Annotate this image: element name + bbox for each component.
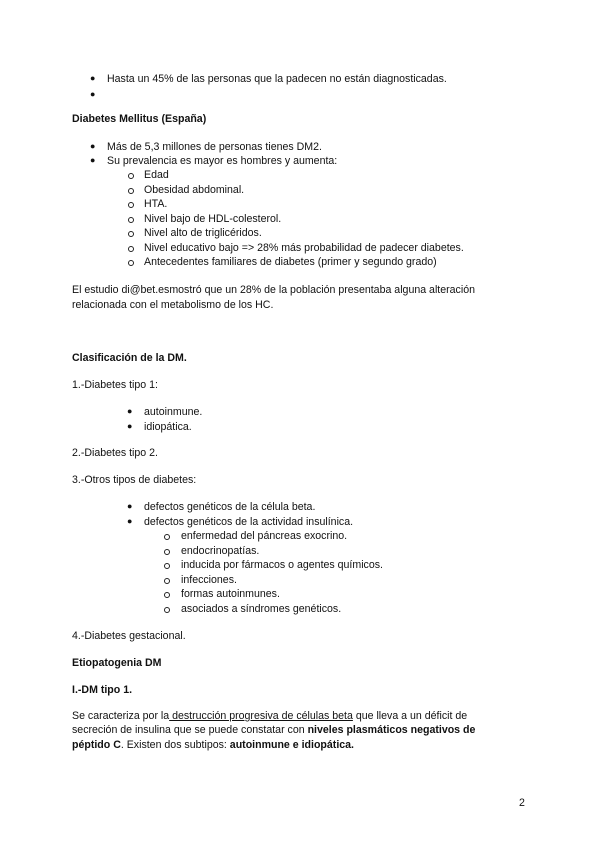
subheading-dm-tipo1: I.-DM tipo 1.: [72, 684, 133, 696]
otros-item-2: defectos genéticos de la actividad insulínica.: [144, 516, 354, 528]
underlined-text: destrucción progresiva de células beta: [169, 710, 353, 722]
circle-bullet-icon: [164, 578, 170, 584]
otros-subitem-2: endocrinopatías.: [181, 545, 260, 557]
section-heading-etiopatogenia: Etiopatogenia DM: [72, 657, 162, 669]
espana-subitem-3: HTA.: [144, 198, 168, 210]
espana-subitem-4: Nivel bajo de HDL-colesterol.: [144, 213, 282, 225]
bullet-icon: ●: [90, 73, 96, 83]
circle-bullet-icon: [164, 549, 170, 555]
paragraph-text: secreción de insulina que se puede constatar con: [72, 724, 308, 736]
bullet-icon: ●: [127, 421, 133, 431]
paragraph-line-2: [72, 724, 475, 737]
bold-text: péptido C: [72, 739, 121, 751]
gestacional-label: 4.-Diabetes gestacional.: [72, 630, 186, 642]
circle-bullet-icon: [128, 231, 134, 237]
otros-subitem-3: inducida por fármacos o agentes químicos.: [181, 559, 383, 571]
circle-bullet-icon: [128, 188, 134, 194]
intro-bullet-1: Hasta un 45% de las personas que la padecen no están diagnosticadas.: [107, 73, 447, 85]
bullet-icon: ●: [127, 516, 133, 526]
tipo1-label: 1.-Diabetes tipo 1:: [72, 379, 158, 391]
otros-subitem-1: enfermedad del páncreas exocrino.: [181, 530, 348, 542]
otros-subitem-6: asociados a síndromes genéticos.: [181, 603, 342, 615]
circle-bullet-icon: [128, 173, 134, 179]
circle-bullet-icon: [128, 217, 134, 223]
paragraph-line-3: [72, 739, 354, 752]
bullet-icon: ●: [127, 406, 133, 416]
espana-subitem-2: Obesidad abdominal.: [144, 184, 245, 196]
circle-bullet-icon: [164, 592, 170, 598]
otros-label: 3.-Otros tipos de diabetes:: [72, 474, 197, 486]
bullet-icon: ●: [127, 501, 133, 511]
circle-bullet-icon: [164, 534, 170, 540]
tipo2-label: 2.-Diabetes tipo 2.: [72, 447, 158, 459]
espana-subitem-6: Nivel educativo bajo => 28% más probabilidad de padecer diabetes.: [144, 242, 464, 254]
page-number: 2: [519, 797, 525, 809]
tipo1-item-1: autoinmune.: [144, 406, 203, 418]
bullet-icon: ●: [90, 155, 96, 165]
study-line-2: relacionada con el metabolismo de los HC.: [72, 299, 274, 311]
paragraph-text: . Existen dos subtipos:: [120, 739, 230, 751]
bullet-icon: ●: [90, 141, 96, 151]
espana-bullet-2: Su prevalencia es mayor es hombres y aumenta:: [107, 155, 338, 167]
paragraph-text: Se caracteriza por la: [72, 710, 170, 722]
section-heading-espana: Diabetes Mellitus (España): [72, 113, 207, 125]
study-line-1: El estudio di@bet.esmostró que un 28% de la población presentaba alguna alteración: [72, 284, 475, 296]
bullet-icon: ●: [90, 89, 96, 99]
espana-subitem-7: Antecedentes familiares de diabetes (primer y segundo grado): [144, 256, 437, 268]
circle-bullet-icon: [164, 607, 170, 613]
espana-subitem-1: Edad: [144, 169, 169, 181]
bold-text: niveles plasmáticos negativos de: [307, 724, 476, 736]
circle-bullet-icon: [128, 260, 134, 266]
espana-bullet-1: Más de 5,3 millones de personas tienes DM2.: [107, 141, 322, 153]
tipo1-item-2: idiopática.: [144, 421, 192, 433]
bold-text: autoinmune e idiopática.: [229, 739, 354, 751]
otros-item-1: defectos genéticos de la célula beta.: [144, 501, 316, 513]
circle-bullet-icon: [128, 202, 134, 208]
paragraph-text: que lleva a un déficit de: [352, 710, 468, 722]
circle-bullet-icon: [128, 246, 134, 252]
paragraph-line-1: [72, 710, 467, 723]
otros-subitem-5: formas autoinmunes.: [181, 588, 280, 600]
section-heading-clasificacion: Clasificación de la DM.: [72, 352, 187, 364]
otros-subitem-4: infecciones.: [181, 574, 237, 586]
circle-bullet-icon: [164, 563, 170, 569]
espana-subitem-5: Nivel alto de triglicéridos.: [144, 227, 262, 239]
